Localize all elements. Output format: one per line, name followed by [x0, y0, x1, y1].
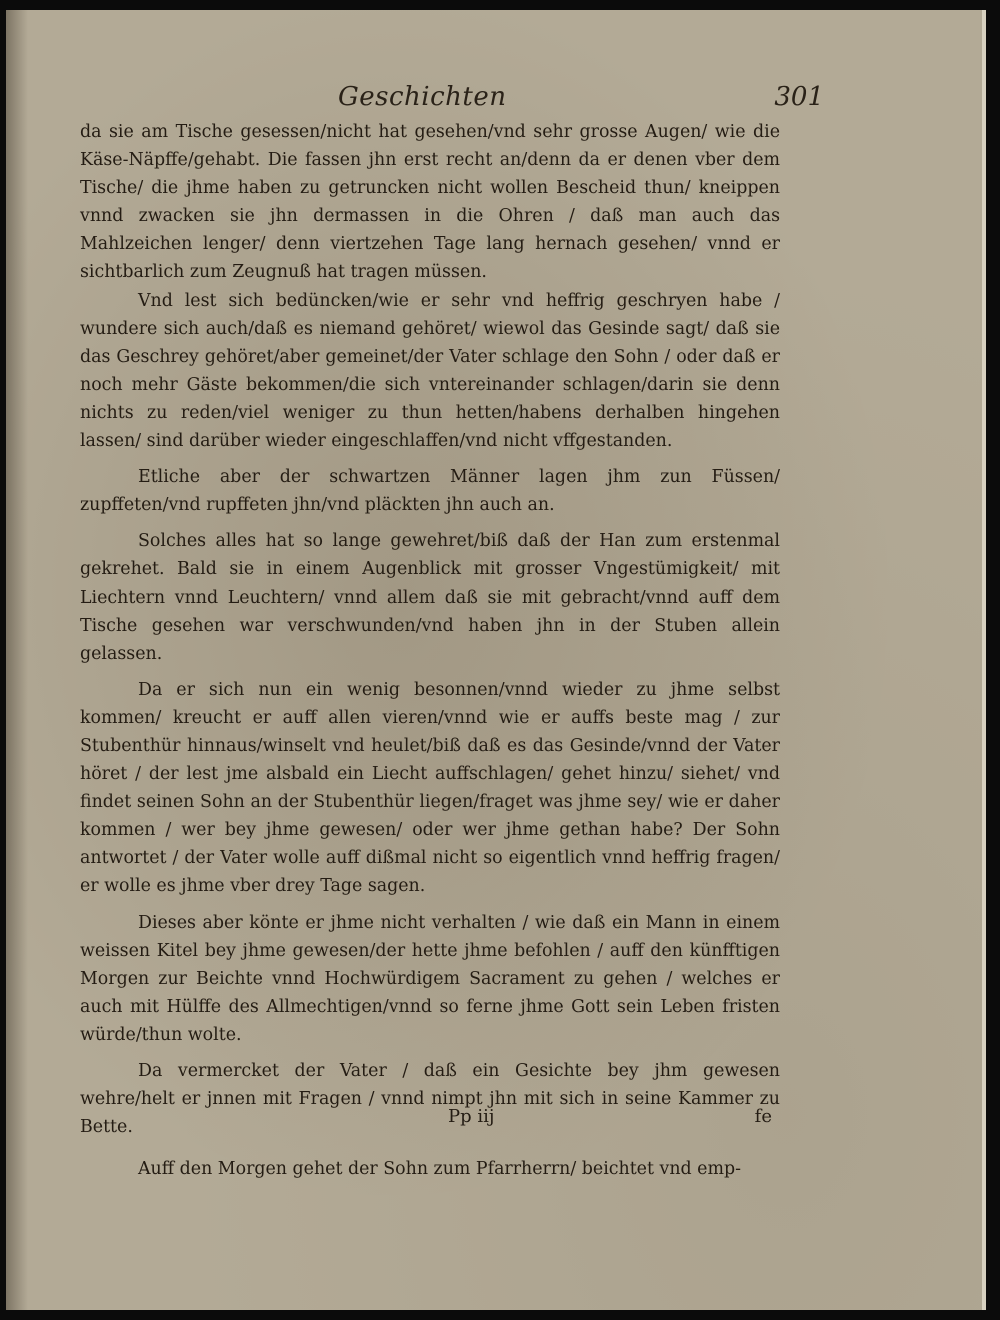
paragraph-4: Solches alles hat so lange gewehret/biß daß der Han zum erstenmal gekrehet. Bald sie in einem Augenblick mit grosser Vngestümigkeit/ mit Liechtern vnnd Leuchtern/ vnnd allem daß sie mit gebracht/vnnd auff dem Tische gesehen war verschwunden/vnd haben jhn in der Stuben allein gelassen. — [80, 531, 780, 664]
paragraph-5: Da er sich nun ein wenig besonnen/vnnd wieder zu jhme selbst kommen/ kreucht er auff allen vieren/vnnd wie er auffs beste mag / zur Stubenthür hinnaus/winselt vnd heulet/biß daß es das Gesinde/vnnd der Vater höret / der lest jme alsbald ein Liecht auffschlagen/ gehet hinzu/ siehet/ vnd findet seinen Sohn an der Stubenthür liegen/fraget was jhme sey/ wie er daher kommen / wer bey jhme gewesen/ oder wer jhme gethan habe? Der Sohn antwortet / der Vater wolle auff dißmal nicht so eigentlich vnnd heffrig fragen/ er wolle es jhme vber drey Tage sagen. — [80, 679, 780, 897]
gutter-shadow — [6, 10, 28, 1310]
paragraph-2: Vnd lest sich bedüncken/wie er sehr vnd heffrig geschryen habe / wundere sich auch/daß es niemand gehöret/ wiewol das Gesinde sagt/ daß sie das Geschrey gehöret/aber gemeinet/der Vater schlage den Sohn / oder daß er noch mehr Gäste bekommen/die sich vntereinander schlagen/darin sie denn nichts zu reden/viel weniger zu thun hetten/habens derhalben hingehen lassen/ sind darüber wieder eingeschlaffen/vnd nicht vffgestanden. — [80, 290, 780, 452]
paragraph-6: Dieses aber könte er jhme nicht verhalten / wie daß ein Mann in einem weissen Kitel bey jhme gewesen/der hette jhme befohlen / auff den künfftigen Morgen zur Beichte vnnd Hochwürdigem Sacrament zu gehen / welches er auch mit Hülffe des Allmechtigen/vnnd so ferne jhme Gott sein Leben fristen würde/thun wolte. — [80, 912, 780, 1045]
catchword: fe — [754, 1106, 772, 1127]
signature-mark: Pp iij — [448, 1106, 495, 1127]
paragraph-7: Da vermercket der Vater / daß ein Gesichte bey jhm gewesen wehre/helt er jnnen mit Fragen / vnnd nimpt jhn mit sich in seine Kammer zu Bette. — [80, 1061, 780, 1138]
page-footer — [76, 1106, 776, 1136]
running-head — [76, 76, 824, 116]
paragraph-8: Auff den Morgen gehet der Sohn zum Pfarrherrn/ beichtet vnd emp- — [138, 1159, 741, 1180]
running-title: Geschichten — [338, 82, 507, 112]
page-number: 301 — [774, 82, 824, 112]
paragraph-3: Etliche aber der schwartzen Männer lagen jhm zun Füssen/ zupffeten/vnd rupffeten jhn/vnd pläckten jhn auch an. — [80, 467, 780, 516]
book-page — [6, 10, 986, 1310]
body-text — [80, 118, 780, 1183]
paragraph-1: da sie am Tische gesessen/nicht hat gesehen/vnd sehr grosse Augen/ wie die Käse-Näpffe/gehabt. Die fassen jhn erst recht an/denn da er denen vber dem Tische/ die jhme haben zu getruncken nicht wollen Bescheid thun/ kneippen vnnd zwacken sie jhn dermassen in die Ohren / daß man auch das Mahlzeichen lenger/ denn viertzehen Tage lang hernach gesehen/ vnnd er sichtbarlich zum Zeugnuß hat tragen müssen. — [80, 122, 780, 283]
